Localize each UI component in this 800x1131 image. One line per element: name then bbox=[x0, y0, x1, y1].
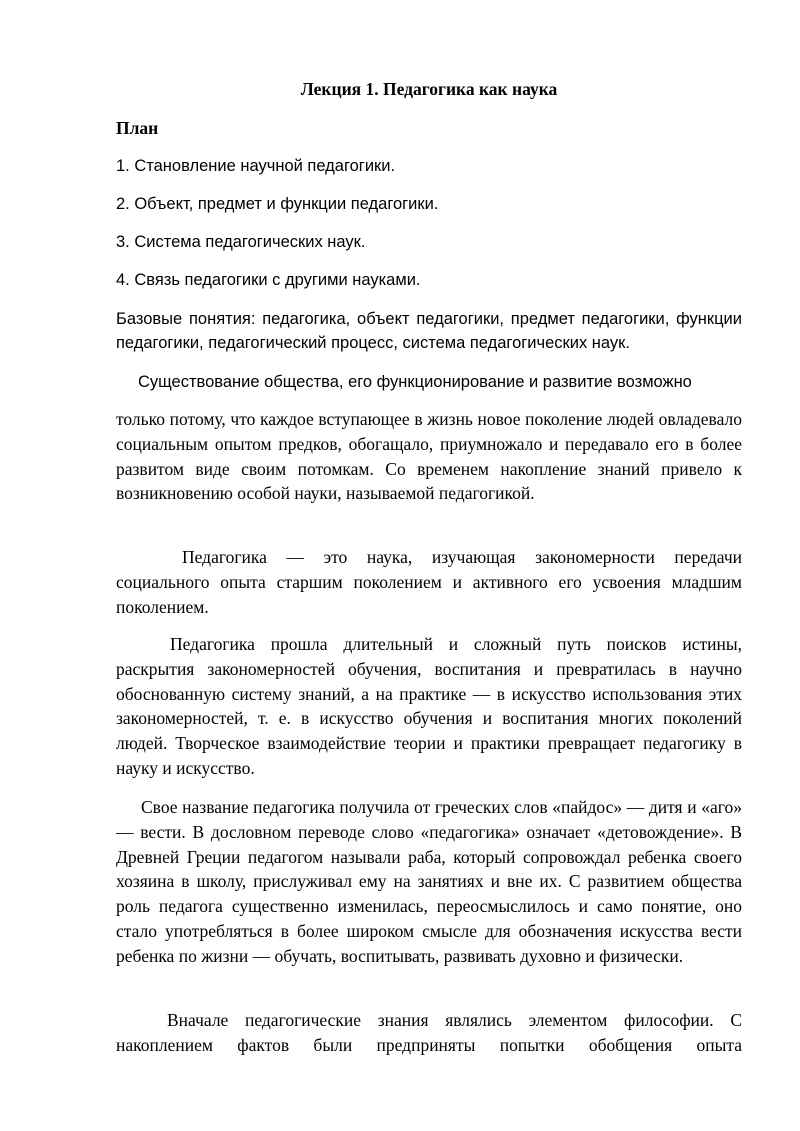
plan-item: 4. Связь педагогики с другими науками. bbox=[116, 271, 421, 289]
paragraph-opening-line: Существование общества, его функционирование и развитие возможно bbox=[138, 373, 692, 391]
plan-item: 1. Становление научной педагогики. bbox=[116, 157, 396, 175]
lecture-title: Лекция 1. Педагогика как наука bbox=[300, 79, 558, 99]
plan-item: 3. Система педагогических наук. bbox=[116, 233, 366, 251]
body-paragraph: Вначале педагогические знания являлись элементом философии. С накоплением фактов были предприняты попытки обобщения опыта bbox=[116, 1010, 742, 1055]
body-paragraph: Педагогика прошла длительный и сложный путь поисков истины, раскрытия закономерностей обучения, воспитания и превратилась в научно обоснованную систему знаний, а на практике — в искусство использования этих закономерностей, т. е. в искусство обучения и воспитания многих поколений людей. Творческое взаимодействие теории и практики превращает педагогику в науку и искусство. bbox=[116, 634, 742, 778]
page-content bbox=[116, 0, 742, 1131]
body-paragraph: только потому, что каждое вступающее в жизнь новое поколение людей овладевало социальным опытом предков, обогащало, приумножало и передавало его в более развитом виде своим потомкам. Со временем накопление знаний привело к возникновению особой науки, называемой педагогикой. bbox=[116, 409, 742, 504]
plan-item: 2. Объект, предмет и функции педагогики. bbox=[116, 195, 439, 213]
body-paragraph: Свое название педагогика получила от греческих слов «пайдос» — дитя и «аго» — вести. В дословном переводе слово «педагогика» означает «детовождение». В Древней Греции педагогом называли раба, который сопровождал ребенка своего хозяина в школу, прислуживал ему на занятиях и вне их. С развитием общества роль педагога существенно изменилась, переосмыслилось и само понятие, оно стало употребляться в более широком смысле для обозначения искусства вести ребенка по жизни — обучать, воспитывать, развивать духовно и физически. bbox=[116, 797, 742, 966]
base-concepts-paragraph: Базовые понятия: педагогика, объект педагогики, предмет педагогики, функции педагогики, педагогический процесс, система педагогических наук. bbox=[116, 310, 742, 352]
body-paragraph: Педагогика — это наука, изучающая закономерности передачи социального опыта старшим поколением и активного его усвоения младшим поколением. bbox=[116, 547, 742, 617]
plan-heading: План bbox=[116, 118, 159, 138]
